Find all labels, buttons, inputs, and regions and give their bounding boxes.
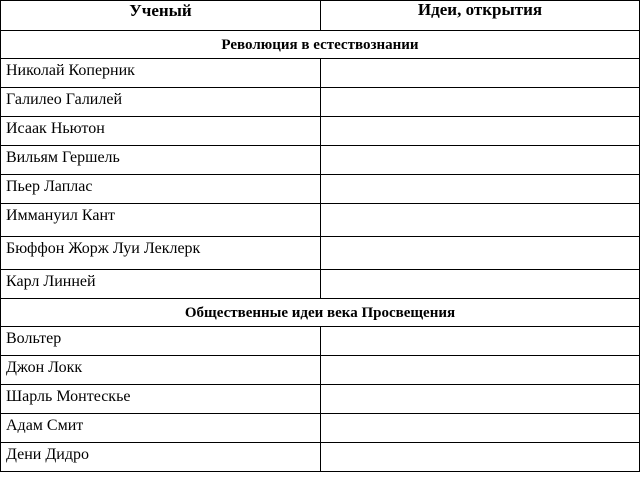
ideas-cell[interactable] bbox=[321, 237, 640, 270]
scientist-name: Карл Линней bbox=[1, 270, 321, 299]
header-ideas: Идеи, открытия bbox=[321, 1, 640, 31]
ideas-cell[interactable] bbox=[321, 204, 640, 237]
ideas-cell[interactable] bbox=[321, 117, 640, 146]
scientist-name: Иммануил Кант bbox=[1, 204, 321, 237]
scientist-name: Пьер Лаплас bbox=[1, 175, 321, 204]
scientist-name: Вильям Гершель bbox=[1, 146, 321, 175]
table-row bbox=[1, 237, 640, 270]
ideas-cell[interactable] bbox=[321, 175, 640, 204]
table-row bbox=[1, 327, 640, 356]
scientist-name: Николай Коперник bbox=[1, 59, 321, 88]
table-header-row bbox=[1, 1, 640, 31]
header-scientist: Ученый bbox=[1, 1, 321, 31]
section-row-natural-science bbox=[1, 31, 640, 59]
scientist-name: Адам Смит bbox=[1, 414, 321, 443]
table-row bbox=[1, 356, 640, 385]
scientist-name: Исаак Ньютон bbox=[1, 117, 321, 146]
section-title: Общественные идеи века Просвещения bbox=[1, 299, 640, 327]
table-row bbox=[1, 146, 640, 175]
table-row bbox=[1, 414, 640, 443]
ideas-cell[interactable] bbox=[321, 414, 640, 443]
table-row bbox=[1, 175, 640, 204]
ideas-cell[interactable] bbox=[321, 327, 640, 356]
table-row bbox=[1, 270, 640, 299]
ideas-cell[interactable] bbox=[321, 59, 640, 88]
ideas-cell[interactable] bbox=[321, 146, 640, 175]
scientist-name: Бюффон Жорж Луи Леклерк bbox=[1, 237, 321, 270]
table-row bbox=[1, 59, 640, 88]
section-row-enlightenment bbox=[1, 299, 640, 327]
scientist-name: Шарль Монтескье bbox=[1, 385, 321, 414]
scientist-name: Джон Локк bbox=[1, 356, 321, 385]
ideas-cell[interactable] bbox=[321, 356, 640, 385]
table-row bbox=[1, 443, 640, 472]
table-row bbox=[1, 117, 640, 146]
table-row bbox=[1, 88, 640, 117]
ideas-cell[interactable] bbox=[321, 270, 640, 299]
ideas-cell[interactable] bbox=[321, 385, 640, 414]
ideas-cell[interactable] bbox=[321, 443, 640, 472]
ideas-cell[interactable] bbox=[321, 88, 640, 117]
section-title: Революция в естествознании bbox=[1, 31, 640, 59]
scientist-name: Дени Дидро bbox=[1, 443, 321, 472]
table-row bbox=[1, 204, 640, 237]
scientist-name: Вольтер bbox=[1, 327, 321, 356]
table-row bbox=[1, 385, 640, 414]
scientist-name: Галилео Галилей bbox=[1, 88, 321, 117]
